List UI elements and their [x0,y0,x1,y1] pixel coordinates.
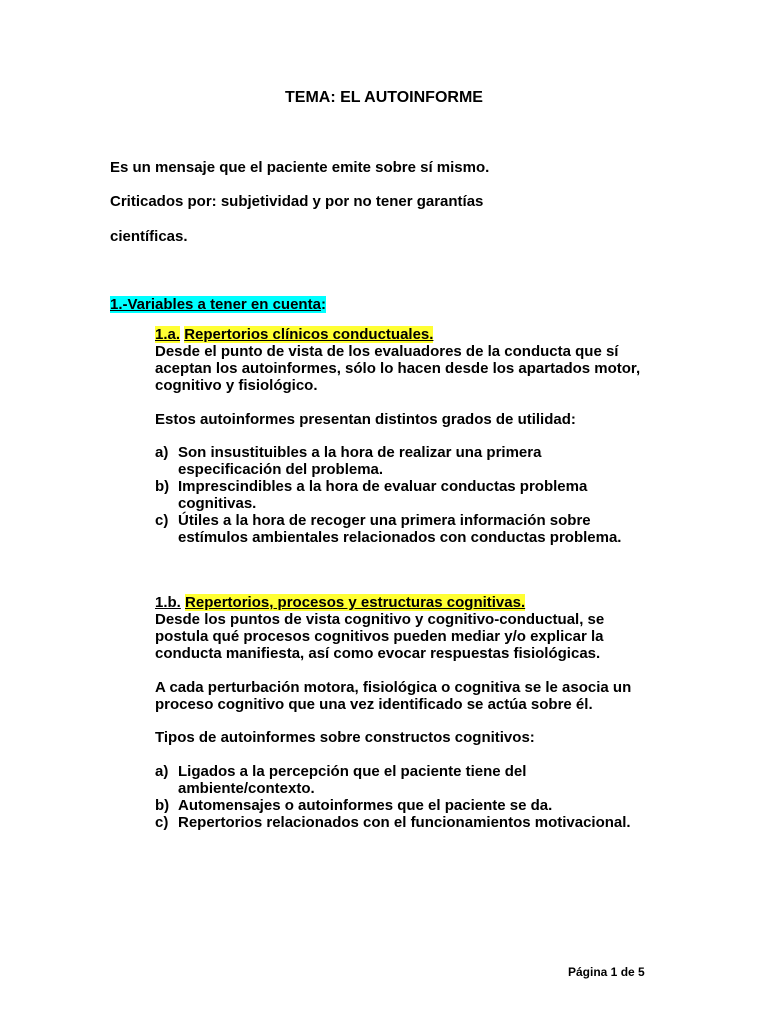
list-text-line: ambiente/contexto. [178,780,315,797]
list-text-line: Son insustituibles a la hora de realizar una primera [178,444,542,461]
list-text-line: cognitivas. [178,495,257,512]
list-text [178,512,675,546]
subsection-1a-title: Repertorios clínicos conductuales. [184,326,434,343]
intro-line-1: Es un mensaje que el paciente emite sobre sí mismo. [110,159,490,176]
subsection-1b-heading [155,594,525,611]
subsection-1b-title: Repertorios, procesos y estructuras cognitivas. [185,594,526,611]
list-text [178,444,675,478]
list-text [178,797,675,814]
list-text-line: Útiles a la hora de recoger una primera información sobre [178,512,591,529]
list-text-line: Repertorios relacionados con el funcionamientos motivacional. [178,814,631,831]
list-text-line: Imprescindibles a la hora de evaluar conductas problema [178,478,588,495]
utility-intro: Estos autoinformes presentan distintos grados de utilidad: [155,411,576,428]
list-item [155,478,675,512]
subsection-1a-para-line: aceptan los autoinformes, sólo lo hacen desde los apartados motor, [155,360,641,377]
intro-line-3: científicas. [110,228,188,245]
subsection-1b-number: 1.b. [155,594,181,611]
subsection-1a-heading [155,326,433,343]
types-intro: Tipos de autoinformes sobre constructos cognitivos: [155,729,535,746]
subsection-1a-number: 1.a. [155,326,181,343]
list-text-line: especificación del problema. [178,461,384,478]
list-item [155,797,675,814]
list-letter: c) [155,512,169,529]
section-1-heading-colon: : [320,296,326,313]
subsection-1b-para2-line: A cada perturbación motora, fisiológica o cognitiva se le asocia un [155,679,632,696]
subsection-1a-para-line: Desde el punto de vista de los evaluadores de la conducta que sí [155,343,619,360]
subsection-1b-para-line: Desde los puntos de vista cognitivo y cognitivo-conductual, se [155,611,605,628]
page-number: Página 1 de 5 [568,965,645,979]
list-text [178,814,675,831]
subsection-1a-para-line: cognitivo y fisiológico. [155,377,318,394]
list-item [155,512,675,546]
subsection-1b-para2-line: proceso cognitivo que una vez identificado se actúa sobre él. [155,696,593,713]
intro-line-2: Criticados por: subjetividad y por no tener garantías [110,193,484,210]
list-item [155,814,675,831]
list-text [178,763,675,797]
subsection-1b-para-line: conducta manifiesta, así como evocar respuestas fisiológicas. [155,645,601,662]
subsection-1b-para-line: postula qué procesos cognitivos pueden mediar y/o explicar la [155,628,604,645]
list-text-line: Automensajes o autoinformes que el paciente se da. [178,797,553,814]
list-letter: a) [155,444,169,461]
list-letter: a) [155,763,169,780]
page-title: TEMA: EL AUTOINFORME [285,89,483,106]
list-text-line: Ligados a la percepción que el paciente tiene del [178,763,527,780]
list-item [155,444,675,478]
list-text-line: estímulos ambientales relacionados con conductas problema. [178,529,622,546]
section-1-heading [110,296,326,313]
list-item [155,763,675,797]
section-1-heading-text: 1.-Variables a tener en cuenta [110,296,321,313]
list-letter: c) [155,814,169,831]
list-letter: b) [155,478,170,495]
list-text [178,478,675,512]
list-letter: b) [155,797,170,814]
